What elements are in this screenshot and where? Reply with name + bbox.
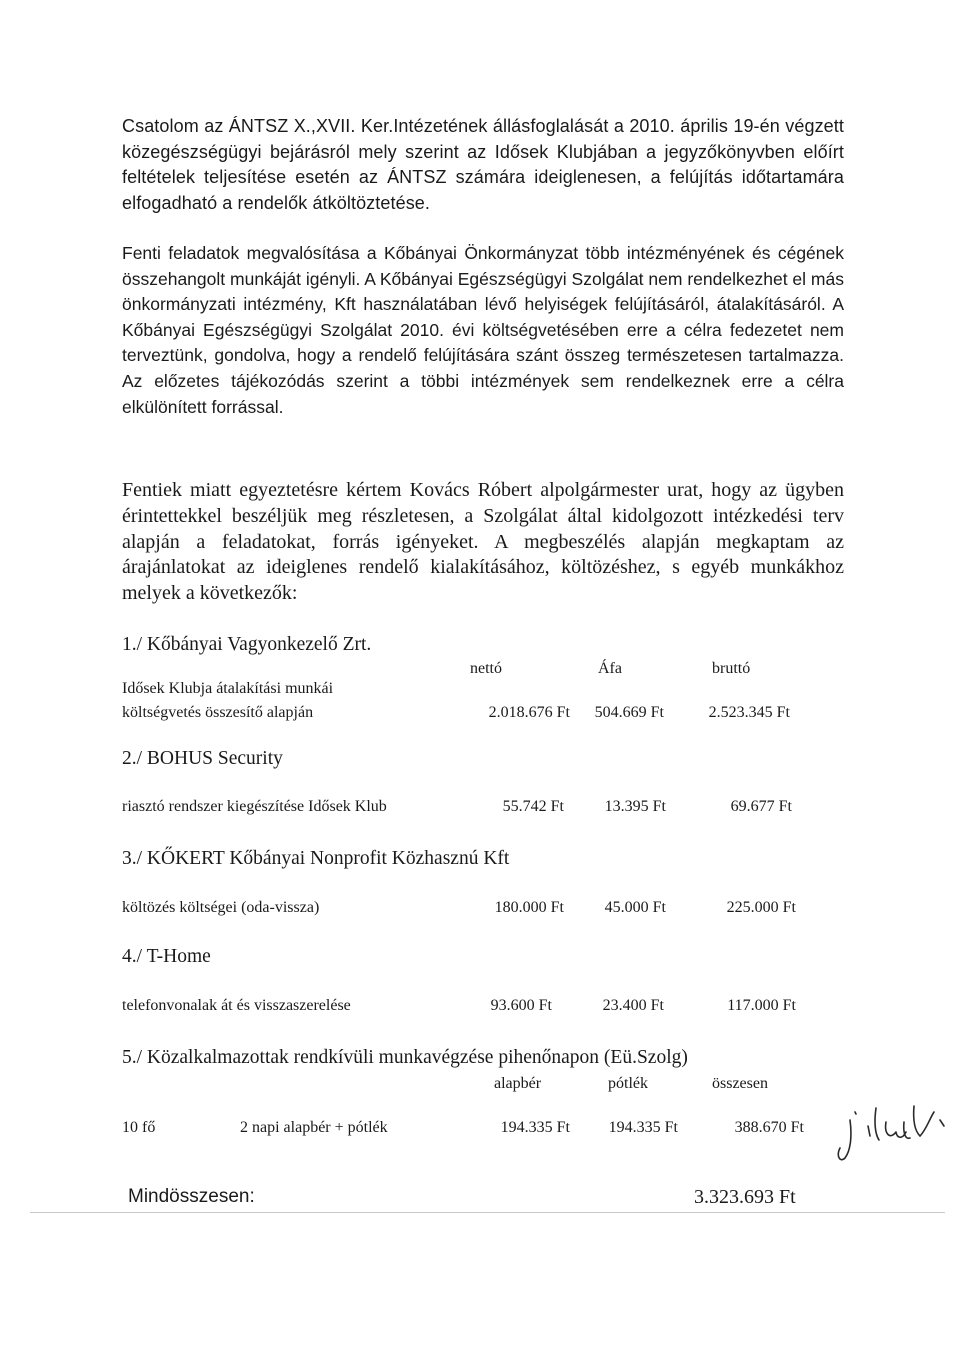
item-4-desc: telefonvonalak át és visszaszerelése [122, 997, 351, 1014]
paragraph-intro: Csatolom az ÁNTSZ X.,XVII. Ker.Intézetének állásfoglalását a 2010. április 19-én végzett közegészségügyi bejárásról mely szerint az Idősek Klubjában a jegyzőkönyvben előírt feltételek teljesítése esetén az ÁNTSZ számára ideiglenesen, a felújítás időtartamára elfogadható a rendelők átköltöztetése. [122, 116, 844, 213]
item-3-brutto: 225.000 Ft [726, 899, 796, 916]
item-1-afa: 504.669 Ft [594, 704, 664, 721]
item-1-desc-line2: költségvetés összesítő alapján [122, 704, 314, 721]
item-2-heading: 2./ BOHUS Security [122, 748, 283, 769]
col-header-osszesen: összesen [712, 1075, 768, 1092]
item-3-desc: költözés költségei (oda-vissza) [122, 899, 320, 916]
total-value: 3.323.693 Ft [694, 1186, 796, 1208]
col-header-brutto: bruttó [712, 660, 751, 677]
col-header-netto: nettó [470, 660, 502, 677]
item-5-potlek: 194.335 Ft [608, 1119, 678, 1136]
item-4-afa: 23.400 Ft [602, 997, 664, 1014]
item-4-netto: 93.600 Ft [490, 997, 552, 1014]
item-2-brutto: 69.677 Ft [730, 798, 792, 815]
item-4-brutto: 117.000 Ft [727, 997, 796, 1014]
item-1-desc-line1: Idősek Klubja átalakítási munkái [122, 680, 334, 697]
item-4-heading: 4./ T-Home [122, 946, 211, 967]
item-3-heading: 3./ KŐKERT Kőbányai Nonprofit Közhasznú Kft [122, 848, 510, 869]
item-5-osszesen: 388.670 Ft [734, 1119, 804, 1136]
item-1-brutto: 2.523.345 Ft [708, 704, 790, 721]
item-5-count: 10 fő [122, 1119, 156, 1136]
item-2-desc: riasztó rendszer kiegészítése Idősek Klub [122, 798, 387, 815]
item-1-netto: 2.018.676 Ft [488, 704, 570, 721]
item-3-netto: 180.000 Ft [494, 899, 564, 916]
item-5-heading: 5./ Közalkalmazottak rendkívüli munkavégzése pihenőnapon (Eü.Szolg) [122, 1047, 688, 1068]
item-5-alapber: 194.335 Ft [500, 1119, 570, 1136]
item-1-heading: 1./ Kőbányai Vagyonkezelő Zrt. [122, 634, 372, 655]
paragraph-offers: Fentiek miatt egyeztetésre kértem Kovács Róbert alpolgármester urat, hogy az ügyben érintettekkel beszéljük meg részletesen, a Szolgálat által kidolgozott intézkedési terv alapján a feladatokat, forrás igényeket. A megbeszélés alapján megkaptam az árajánlatokat az ideiglenes rendelő kialakításához, költözéshez, s egyéb munkákhoz melyek a következők: [122, 479, 844, 605]
total-label: Mindösszesen: [128, 1186, 255, 1207]
col-header-afa: Áfa [598, 660, 622, 677]
paragraph-tasks: Fenti feladatok megvalósítása a Kőbányai Önkormányzat több intézményének és cégének összehangolt munkáját igényli. A Kőbányai Egészségügyi Szolgálat nem rendelkezhet el más önkormányzati intézmény, Kft használatában lévő helyiségek felújításáról, átalakításáról. A Kőbányai Egészségügyi Szolgálat 2010. évi költségvetésében erre a célra fedezetet nem terveztünk, gondolva, hogy a rendelő felújítására szánt összeg természetesen tartalmazza. Az előzetes tájékozódás szerint a többi intézmények sem rendelkeznek erre a célra elkülönített forrással. [122, 243, 844, 417]
col-header-alapber: alapbér [494, 1075, 542, 1092]
item-2-afa: 13.395 Ft [604, 798, 666, 815]
item-2-netto: 55.742 Ft [502, 798, 564, 815]
item-3-afa: 45.000 Ft [604, 899, 666, 916]
col-header-potlek: pótlék [608, 1075, 648, 1092]
item-5-desc: 2 napi alapbér + pótlék [240, 1119, 388, 1136]
